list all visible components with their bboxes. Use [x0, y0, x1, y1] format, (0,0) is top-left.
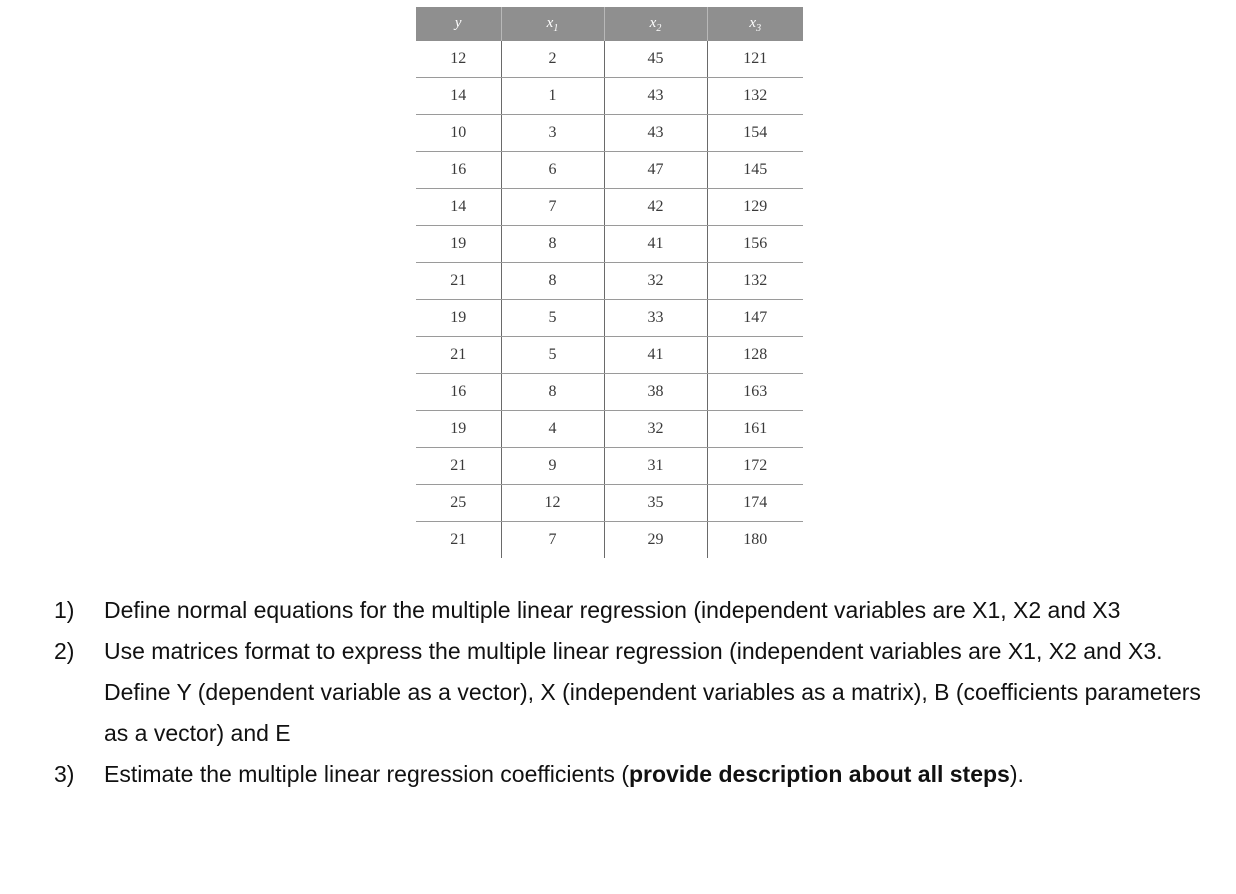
- table-cell-x1: 5: [501, 337, 604, 374]
- table-cell-y: 19: [416, 226, 501, 263]
- table-cell-y: 10: [416, 115, 501, 152]
- table-cell-x2: 35: [604, 485, 707, 522]
- table-row: [416, 152, 803, 189]
- table-row: [416, 78, 803, 115]
- table-cell-x3: 163: [707, 374, 803, 411]
- table-cell-x2: 29: [604, 522, 707, 559]
- table-cell-x2: 31: [604, 448, 707, 485]
- header-x2: $x_2$: [604, 7, 707, 41]
- table-cell-x3: 180: [743, 531, 768, 548]
- table-cell-x3: 161: [707, 411, 803, 448]
- table-cell-x1: 2: [501, 41, 604, 78]
- table-row: [416, 374, 803, 411]
- table-cell-x2: 38: [604, 374, 707, 411]
- question-text: Estimate the multiple linear regression coefficients (: [104, 761, 629, 787]
- table-cell-y: 16: [416, 152, 501, 189]
- table-cell-x3: 121: [707, 41, 803, 78]
- table-row: [416, 115, 803, 152]
- table-cell-y: 21: [416, 448, 501, 485]
- table-cell-x2: 43: [604, 115, 707, 152]
- table-cell-x2: 43: [604, 78, 707, 115]
- table-cell-x1: 7: [501, 522, 604, 559]
- table-cell-x1: 8: [501, 374, 604, 411]
- table-cell-x2: 47: [604, 152, 707, 189]
- question-text: Use matrices format to express the multiple linear regression (independent variables are X1, X2 and X3. Define Y (dependent variable as a vector), X (independent variables as a matrix), B (coefficients parameters as a vector) and E: [104, 638, 1201, 746]
- table-cell-y: 19: [416, 300, 501, 337]
- table-row: [416, 189, 803, 226]
- header-x3: $x_3$: [707, 7, 803, 41]
- question-item: [54, 631, 1224, 754]
- table-cell-x3: 128: [707, 337, 803, 374]
- table-cell-x1: 9: [501, 448, 604, 485]
- header-y: y: [416, 7, 501, 41]
- table-body: [416, 41, 803, 558]
- table-cell-x1: 8: [501, 263, 604, 300]
- table-cell-y: 19: [416, 411, 501, 448]
- table-cell-y: 14: [416, 78, 501, 115]
- question-number: 3): [54, 761, 75, 787]
- table-row: [416, 337, 803, 374]
- table-cell-x1: 7: [501, 189, 604, 226]
- table-cell-x1: 1: [501, 78, 604, 115]
- question-item: [54, 590, 1224, 631]
- data-table: [416, 7, 803, 558]
- table-row: [416, 41, 803, 78]
- table-cell-x3: 156: [707, 226, 803, 263]
- table-row: [416, 226, 803, 263]
- table-cell-x2: 41: [604, 226, 707, 263]
- table-cell-x3: 172: [707, 448, 803, 485]
- table-cell-x2: 41: [604, 337, 707, 374]
- table-cell-y: 14: [416, 189, 501, 226]
- table-cell-x1: 5: [501, 300, 604, 337]
- table-cell-x2: 32: [604, 263, 707, 300]
- table-cell-y: 12: [416, 41, 501, 78]
- table-header-row: [416, 7, 803, 41]
- question-text-tail: ).: [1009, 761, 1024, 787]
- table-cell-x1: 8: [501, 226, 604, 263]
- table-cell-x3: 174: [707, 485, 803, 522]
- table-cell-x2: 45: [604, 41, 707, 78]
- question-number: 1): [54, 597, 75, 623]
- table-row: [416, 522, 803, 559]
- table-cell-x2: 32: [604, 411, 707, 448]
- table-cell-x1: 3: [501, 115, 604, 152]
- table-cell-y: 21: [416, 522, 501, 559]
- table-cell-x3: 132: [707, 78, 803, 115]
- question-emphasis: provide description about all steps: [628, 761, 1010, 787]
- question-list: [54, 590, 1224, 795]
- table-cell-x1: 6: [501, 152, 604, 189]
- table-cell-x3: 129: [707, 189, 803, 226]
- table-row: [416, 485, 803, 522]
- question-number: 2): [54, 638, 75, 664]
- table-cell-x1: 12: [501, 485, 604, 522]
- table-cell-x2: 33: [604, 300, 707, 337]
- table-cell-y: 16: [416, 374, 501, 411]
- table-cell-x2: 42: [604, 189, 707, 226]
- table-cell-x1: 4: [501, 411, 604, 448]
- table-cell-y: 21: [416, 263, 501, 300]
- table-cell-x3: 154: [707, 115, 803, 152]
- table-cell-x3: 145: [707, 152, 803, 189]
- table-cell-y: 25: [416, 485, 501, 522]
- header-x1: $x_1$: [501, 7, 604, 41]
- table-row: [416, 448, 803, 485]
- table-row: [416, 411, 803, 448]
- table-cell-x3: 132: [707, 263, 803, 300]
- question-text: Define normal equations for the multiple linear regression (independent variables are X1, X2 and X3: [104, 597, 1121, 623]
- table-row: [416, 300, 803, 337]
- table-cell-x3: 147: [707, 300, 803, 337]
- question-item: [54, 754, 1224, 795]
- table-row: [416, 263, 803, 300]
- table-cell-y: 21: [416, 337, 501, 374]
